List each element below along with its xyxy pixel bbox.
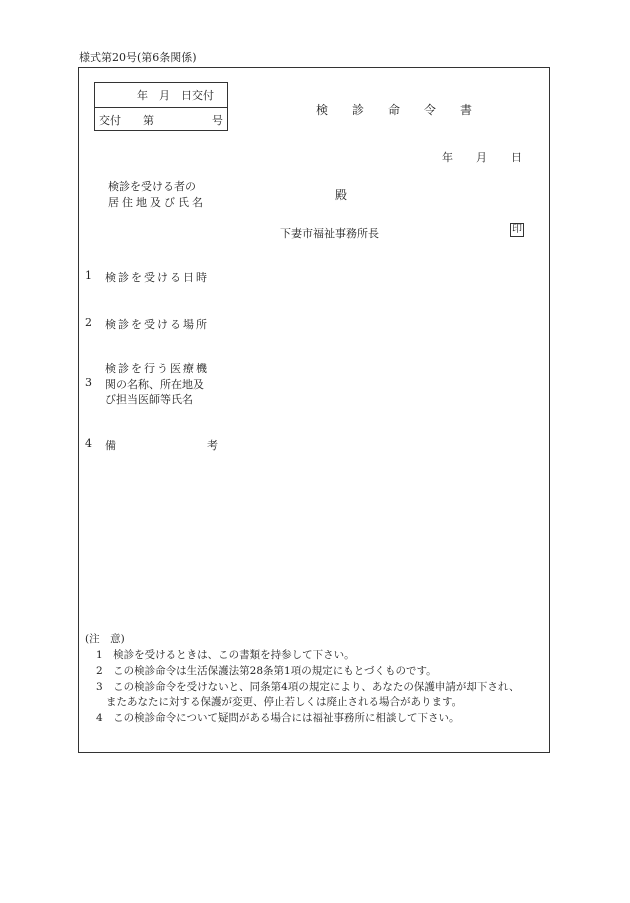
receipt-number-suffix: 号 [212, 114, 223, 127]
receipt-divider [95, 107, 227, 108]
item-4-number: 4 [85, 437, 92, 450]
receipt-date: 年 月 日交付 [137, 89, 214, 102]
item-2-label: 検診を受ける場所 [105, 318, 209, 331]
item-4-label-left: 備 [105, 439, 116, 452]
form-number: 様式第20号(第6条関係) [79, 51, 197, 64]
item-3-label-line2: 関の名称、所在地及 [105, 378, 204, 391]
addressee-honorific: 殿 [335, 188, 348, 202]
notes-title: (注 意) [85, 633, 125, 645]
date-month: 月 [476, 151, 487, 164]
note-1: 1 検診を受けるときは、この書類を持参して下さい。 [96, 649, 355, 661]
item-1-number: 1 [85, 269, 92, 282]
item-1-label: 検診を受ける日時 [105, 271, 209, 284]
seal-mark: 印 [512, 224, 522, 235]
addressee-label-line2: 居住地及び氏名 [108, 196, 206, 209]
receipt-number-label: 第 [143, 114, 154, 127]
note-4: 4 この検診命令について疑問がある場合には福祉事務所に相談して下さい。 [96, 712, 460, 724]
item-3-number: 3 [85, 376, 92, 389]
note-3-continued: またあなたに対する保護が変更、停止若しくは廃止される場合があります。 [106, 696, 463, 708]
date-year: 年 [442, 151, 453, 164]
addressee-label-line1: 検診を受ける者の [108, 180, 196, 193]
receipt-issue-label: 交付 [99, 114, 121, 127]
issuer-name: 下妻市福祉事務所長 [280, 227, 379, 240]
item-4-label-right: 考 [207, 439, 218, 452]
note-2: 2 この検診命令は生活保護法第28条第1項の規定にもとづくものです。 [96, 665, 437, 677]
note-3: 3 この検診命令を受けないと、同条第4項の規定により、あなたの保護申請が却下され、 [96, 681, 520, 693]
document-title: 検 診 命 令 書 [316, 103, 473, 117]
item-3-label-line1: 検診を行う医療機 [105, 362, 209, 375]
item-2-number: 2 [85, 316, 92, 329]
date-day: 日 [511, 151, 522, 164]
item-3-label-line3: び担当医師等氏名 [105, 393, 193, 406]
